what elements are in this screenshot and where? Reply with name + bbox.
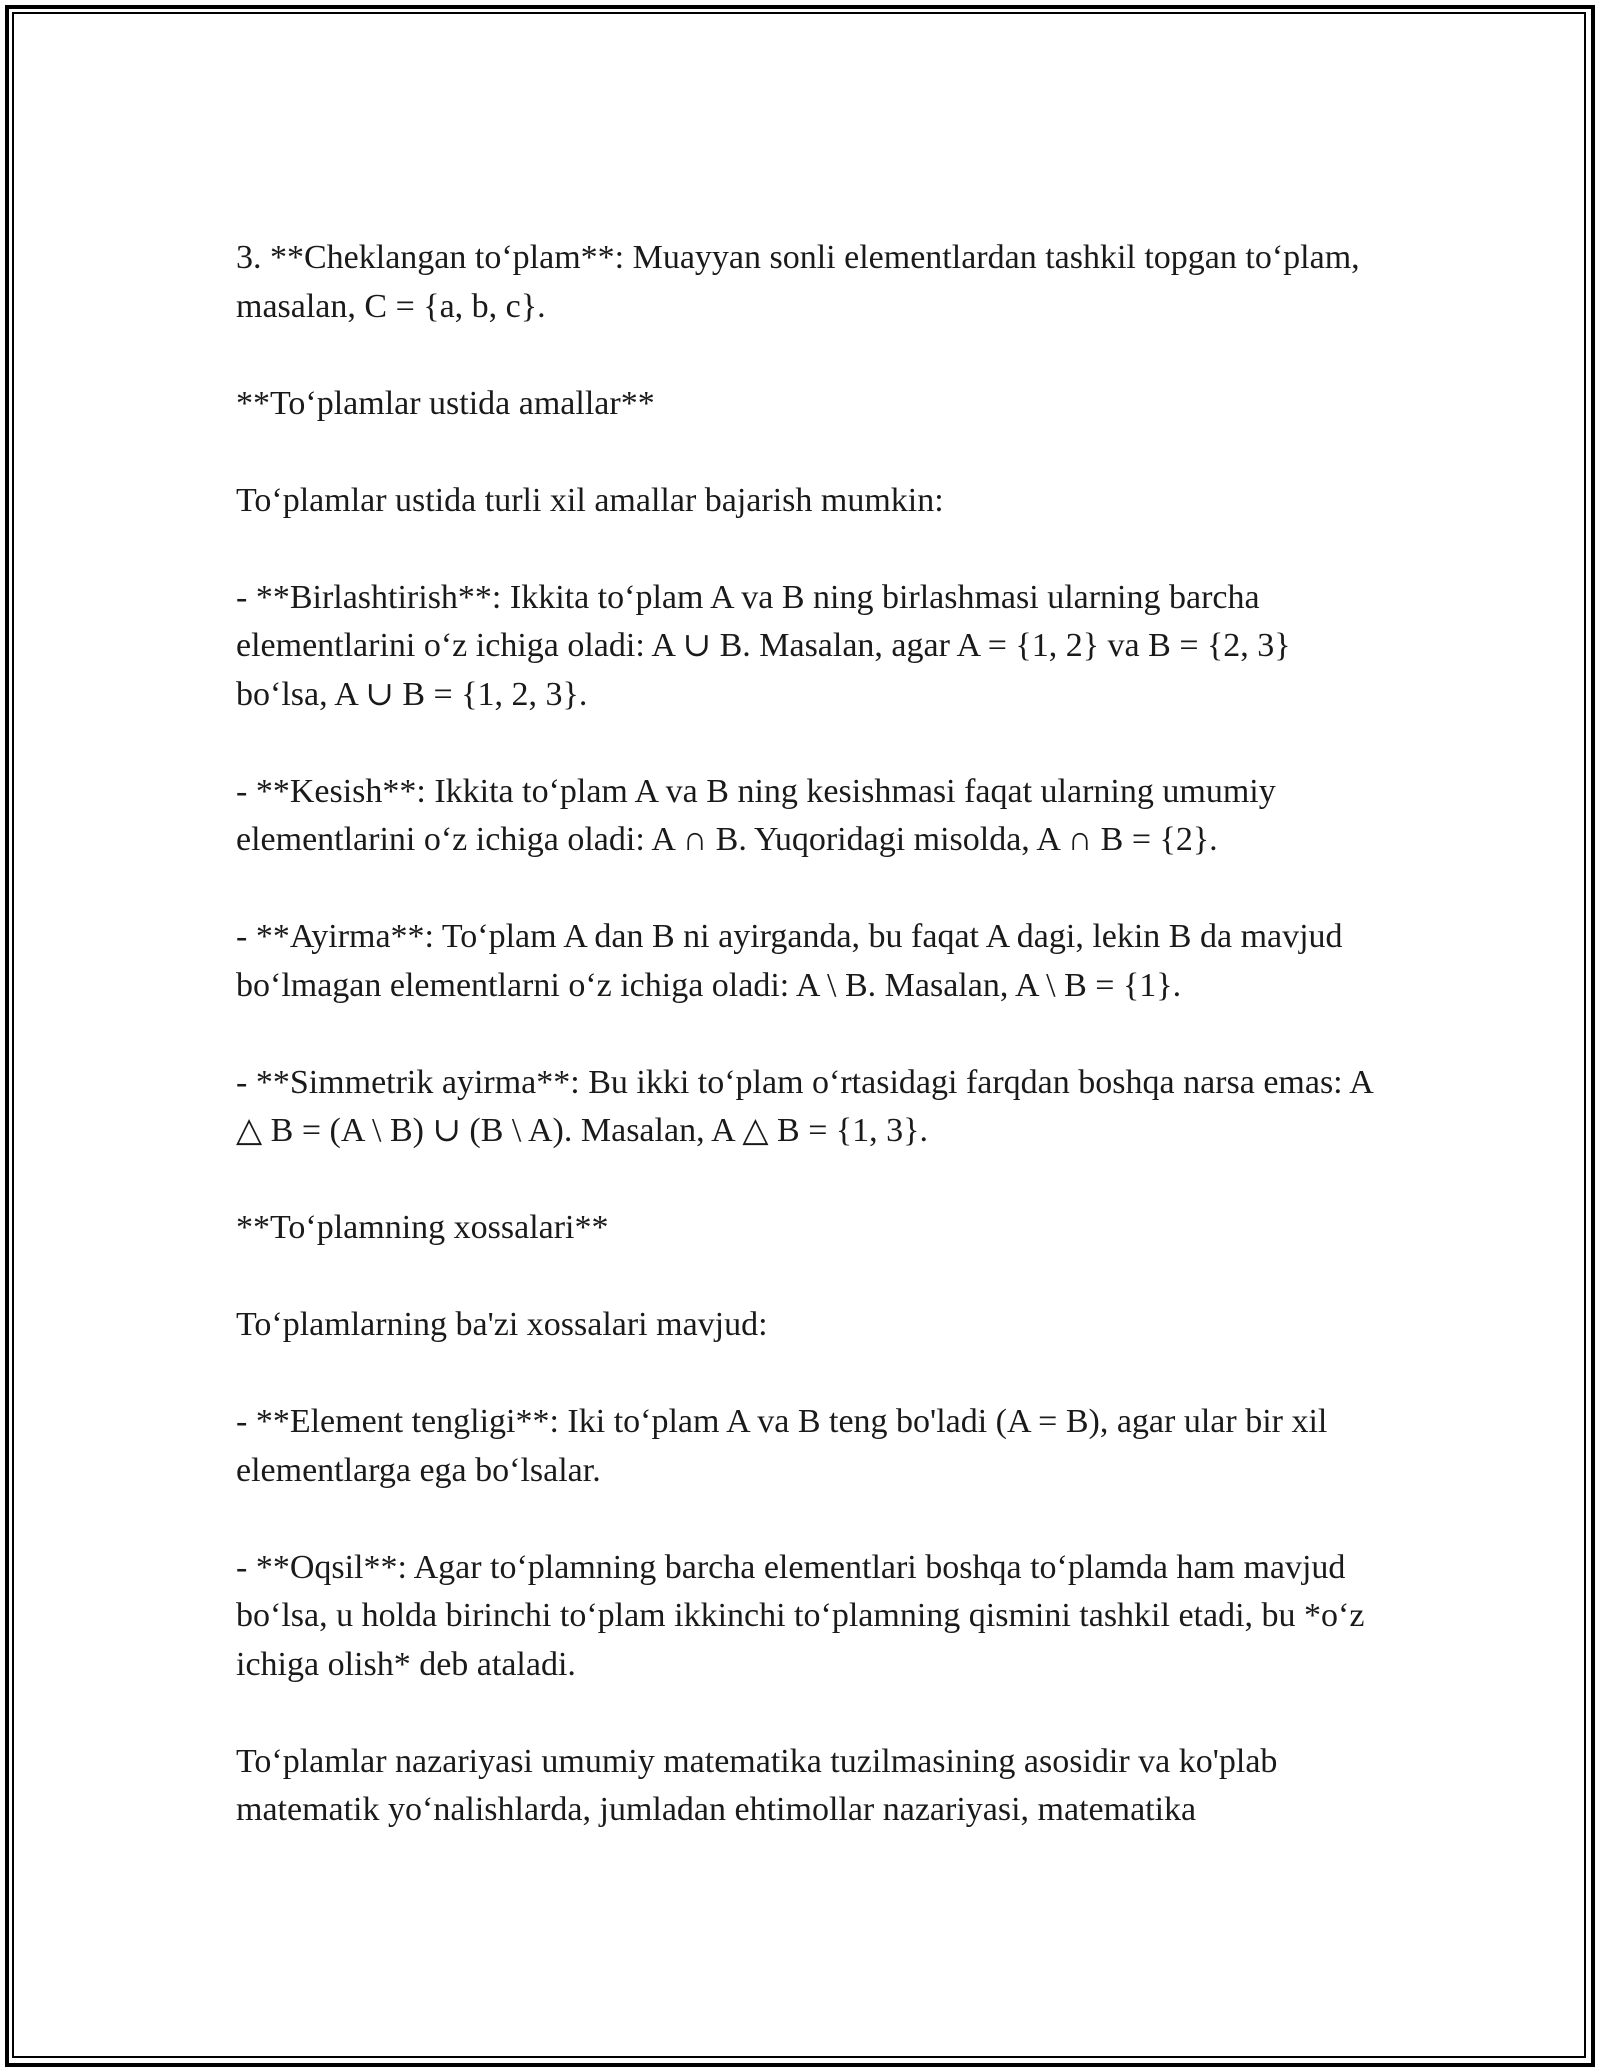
document-body — [236, 234, 1386, 1883]
list-item-symmetric-difference: - **Simmetrik ayirma**: Bu ikki to‘plam o‘rtasidagi farqdan boshqa narsa emas: A △ B = (A \ B) ∪ (B \ A). Masalan, A △ B = {1, 3}. — [236, 1063, 1372, 1149]
paragraph-properties-intro: To‘plamlarning ba'zi xossalari mavjud: — [236, 1306, 768, 1343]
paragraph-finite-set: 3. **Cheklangan to‘plam**: Muayyan sonli elementlardan tashkil topgan to‘plam, masalan, C = {a, b, c}. — [236, 239, 1360, 325]
list-item-union: - **Birlashtirish**: Ikkita to‘plam A va B ning birlashmasi ularning barcha elementlarini o‘z ichiga oladi: A ∪ B. Masalan, agar A = {1, 2} va B = {2, 3} bo‘lsa, A ∪ B = {1, 2, 3}. — [236, 578, 1291, 713]
list-item-element-equality: - **Element tengligi**: Iki to‘plam A va B teng bo'ladi (A = B), agar ular bir xil elementlarga ega bo‘lsalar. — [236, 1403, 1328, 1489]
heading-set-operations: **To‘plamlar ustida amallar** — [236, 384, 655, 422]
heading-set-properties: **To‘plamning xossalari** — [236, 1209, 609, 1246]
paragraph-conclusion: To‘plamlar nazariyasi umumiy matematika tuzilmasining asosidir va ko'plab matematik yo‘nalishlarda, jumladan ehtimollar nazariyasi, matematika — [236, 1742, 1278, 1828]
list-item-difference: - **Ayirma**: To‘plam A dan B ni ayirganda, bu faqat A dagi, lekin B da mavjud bo‘lmagan elementlarni o‘z ichiga oladi: A \ B. Masalan, A \ B = {1}. — [236, 918, 1343, 1004]
list-item-intersection: - **Kesish**: Ikkita to‘plam A va B ning kesishmasi faqat ularning umumiy elementlarini o‘z ichiga oladi: A ∩ B. Yuqoridagi misolda, A ∩ B = {2}. — [236, 772, 1276, 858]
paragraph-operations-intro: To‘plamlar ustida turli xil amallar bajarish mumkin: — [236, 481, 944, 519]
list-item-subset: - **Oqsil**: Agar to‘plamning barcha elementlari boshqa to‘plamda ham mavjud bo‘lsa, u holda birinchi to‘plam ikkinchi to‘plamning qismini tashkil etadi, bu *o‘z ichiga olish* deb ataladi. — [236, 1548, 1365, 1683]
